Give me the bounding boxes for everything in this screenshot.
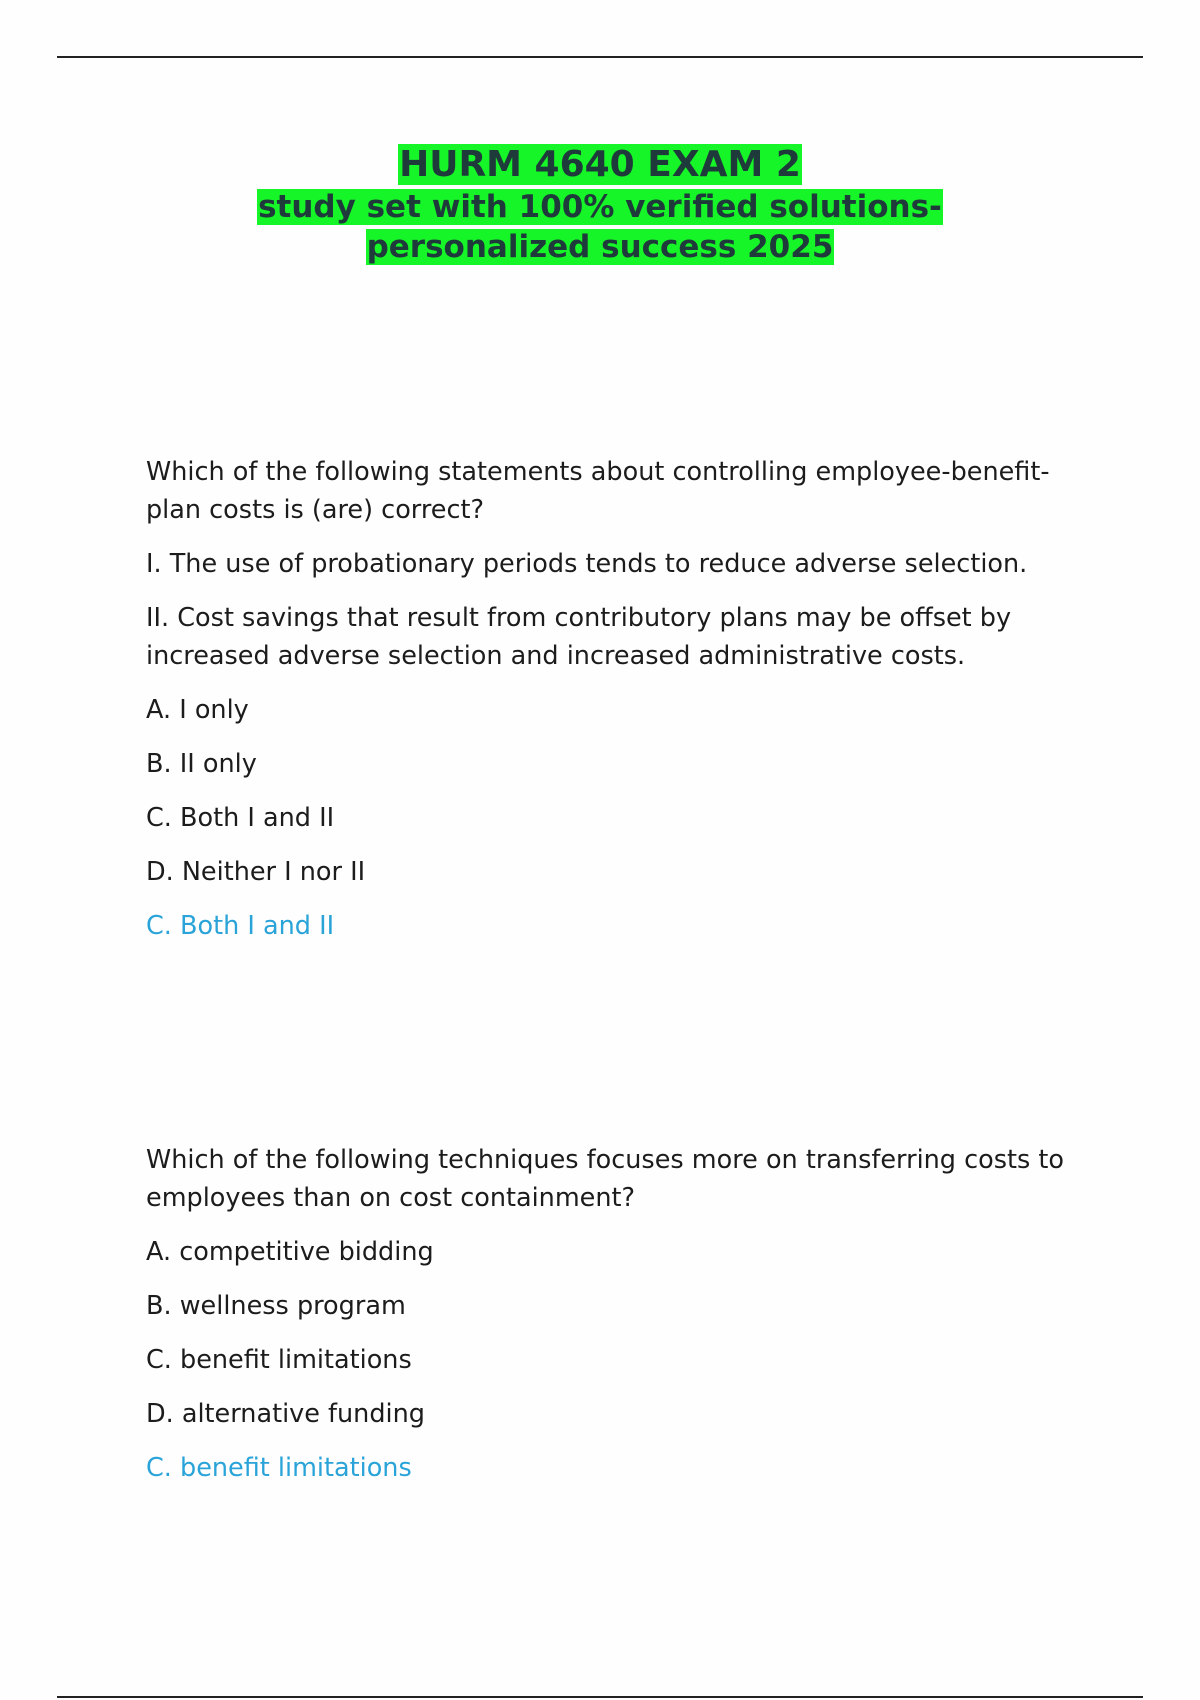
option-b: B. II only (146, 749, 257, 779)
document-title (0, 143, 1200, 267)
question-text: Which of the following statements about controlling employee-benefit-plan costs is (are) correct? (146, 457, 1050, 525)
option-c: C. benefit limitations (146, 1345, 412, 1375)
title-line-3: personalized success 2025 (366, 229, 834, 265)
statement: II. Cost savings that result from contributory plans may be offset by increased adverse selection and increased administrative costs. (146, 603, 1012, 671)
title-line-2: study set with 100% verified solutions- (258, 189, 942, 225)
title-line-1: HURM 4640 EXAM 2 (399, 144, 801, 185)
option-a: A. competitive bidding (146, 1237, 434, 1267)
option-d: D. Neither I nor II (146, 857, 366, 887)
option-d: D. alternative funding (146, 1399, 425, 1429)
bottom-rule (57, 1696, 1143, 1698)
option-c: C. Both I and II (146, 803, 335, 833)
top-rule (57, 56, 1143, 58)
answer-text: C. Both I and II (146, 911, 335, 941)
question-block-1 (146, 453, 1066, 961)
option-b: B. wellness program (146, 1291, 406, 1321)
question-block-2 (146, 1141, 1066, 1503)
statement: I. The use of probationary periods tends to reduce adverse selection. (146, 549, 1028, 579)
answer-text: C. benefit limitations (146, 1453, 412, 1483)
option-a: A. I only (146, 695, 249, 725)
question-text: Which of the following techniques focuses more on transferring costs to employees than on cost containment? (146, 1145, 1064, 1213)
